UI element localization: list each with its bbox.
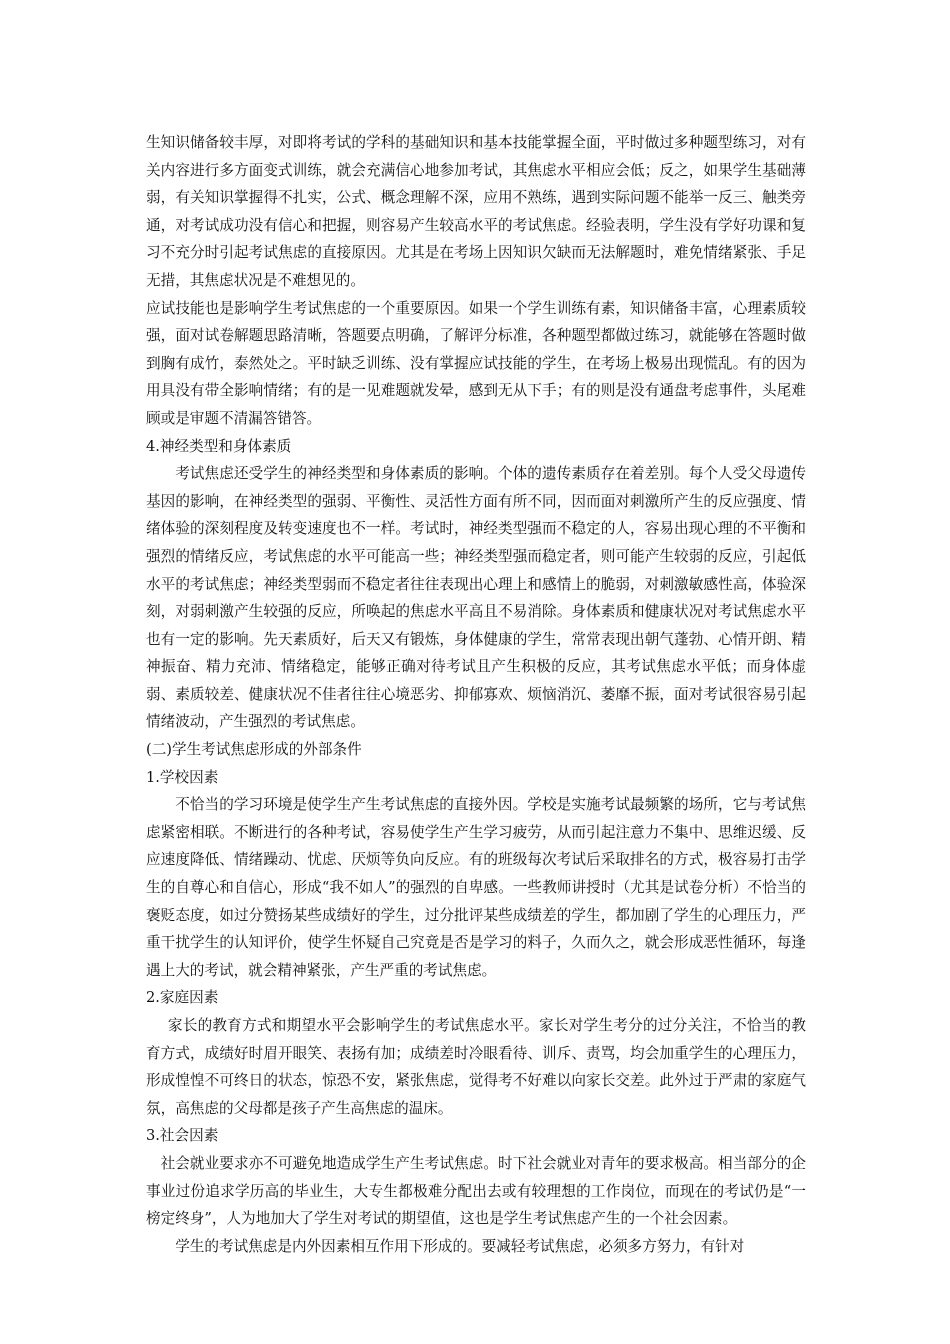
paragraph-nerve-type: 考试焦虑还受学生的神经类型和身体素质的影响。个体的遗传素质存在着差别。每个人受父母遗传基因的影响，在神经类型的强弱、平衡性、灵活性方面有所不同，因而面对刺激所产生的反应强度、情绪体验的深刻程度及转变速度也不一样。考试时，神经类型强而不稳定的人，容易出现心理的不平衡和强烈的情绪反应，考试焦虑的水平可能高一些；神经类型强而稳定者，则可能产生较弱的反应，引起低水平的考试焦虑；神经类型弱而不稳定者往往表现出心理上和感情上的脆弱，对刺激敏感性高，体验深刻，对弱刺激产生较强的反应，所唤起的焦虑水平高且不易消除。身体素质和健康状况对考试焦虑水平也有一定的影响。先天素质好，后天又有锻炼，身体健康的学生，常常表现出朝气蓬勃、心情开朗、精神振奋、精力充沛、情绪稳定，能够正确对待考试且产生积极的反应，其考试焦虑水平低；而身体虚弱、素质较差、健康状况不佳者往往心境恶劣、抑郁寡欢、烦恼消沉、萎靡不振，面对考试很容易引起情绪波动，产生强烈的考试焦虑。 — [146, 465, 806, 731]
paragraph-test-skills: 应试技能也是影响学生考试焦虑的一个重要原因。如果一个学生训练有素，知识储备丰富，心理素质较强，面对试卷解题思路清晰，答题要点明确，了解评分标准，各种题型都做过练习，就能够在答题时做到胸有成竹，泰然处之。平时缺乏训练、没有掌握应试技能的学生，在考场上极易出现慌乱。有的因为用具没有带全影响情绪；有的是一见难题就发晕，感到无从下手；有的则是没有通盘考虑事件，头尾难顾或是审题不清漏答错答。 — [146, 299, 806, 427]
paragraph-knowledge-reserve: 生知识储备较丰厚，对即将考试的学科的基础知识和基本技能掌握全面，平时做过多种题型练习，对有关内容进行多方面变式训练，就会充满信心地参加考试，其焦虑水平相应会低；反之，如果学生基础薄弱，有关知识掌握得不扎实，公式、概念理解不深，应用不熟练，遇到实际问题不能举一反三、触类旁通，对考试成功没有信心和把握，则容易产生较高水平的考试焦虑。经验表明，学生没有学好功课和复习不充分时引起考试焦虑的直接原因。尤其是在考场上因知识欠缺而无法解题时，难免情绪紧张、手足无措，其焦虑状况是不难想见的。 — [146, 134, 806, 289]
paragraph-school-factors: 不恰当的学习环境是使学生产生考试焦虑的直接外因。学校是实施考试最频繁的场所，它与考试焦虑紧密相联。不断进行的各种考试，容易使学生产生学习疲劳，从而引起注意力不集中、思维迟缓、反应速度降低、情绪躁动、忧虑、厌烦等负向反应。有的班级每次考试后采取排名的方式，极容易打击学生的自尊心和自信心，形成“我不如人”的强烈的自卑感。一些教师讲授时（尤其是试卷分析）不恰当的褒贬态度，如过分赞扬某些成绩好的学生，过分批评某些成绩差的学生，都加剧了学生的心理压力，严重干扰学生的认知评价，使学生怀疑自己究竟是否是学习的料子，久而久之，就会形成恶性循环，每逢遇上大的考试，就会精神紧张，产生严重的考试焦虑。 — [146, 796, 806, 979]
document-page — [146, 129, 806, 1260]
section-heading-external-conditions: (二)学生考试焦虑形成的外部条件 — [146, 741, 362, 759]
paragraph-family-factors: 家长的教育方式和期望水平会影响学生的考试焦虑水平。家长对学生考分的过分关注，不恰当的教育方式，成绩好时眉开眼笑、表扬有加；成绩差时冷眼看待、训斥、责骂，均会加重学生的心理压力，形成惶惶不可终日的状态，惊恐不安，紧张焦虑，觉得考不好难以向家长交差。此外过于严肃的家庭气氛，高焦虑的父母都是孩子产生高焦虑的温床。 — [146, 1017, 806, 1117]
section-heading-nerve-type: 4.神经类型和身体素质 — [146, 437, 292, 455]
paragraph-conclusion: 学生的考试焦虑是内外因素相互作用下形成的。要减轻考试焦虑，必须多方努力，有针对 — [175, 1237, 745, 1255]
section-heading-family-factors: 2.家庭因素 — [146, 989, 219, 1007]
section-heading-school-factors: 1.学校因素 — [146, 768, 219, 786]
paragraph-social-factors: 社会就业要求亦不可避免地造成学生产生考试焦虑。时下社会就业对青年的要求极高。相当部分的企事业过份追求学历高的毕业生，大专生都极难分配出去或有较理想的工作岗位，而现在的考试仍是“一榜定终身”，人为地加大了学生对考试的期望值，这也是学生考试焦虑产生的一个社会因素。 — [146, 1154, 806, 1228]
section-heading-social-factors: 3.社会因素 — [146, 1127, 219, 1145]
